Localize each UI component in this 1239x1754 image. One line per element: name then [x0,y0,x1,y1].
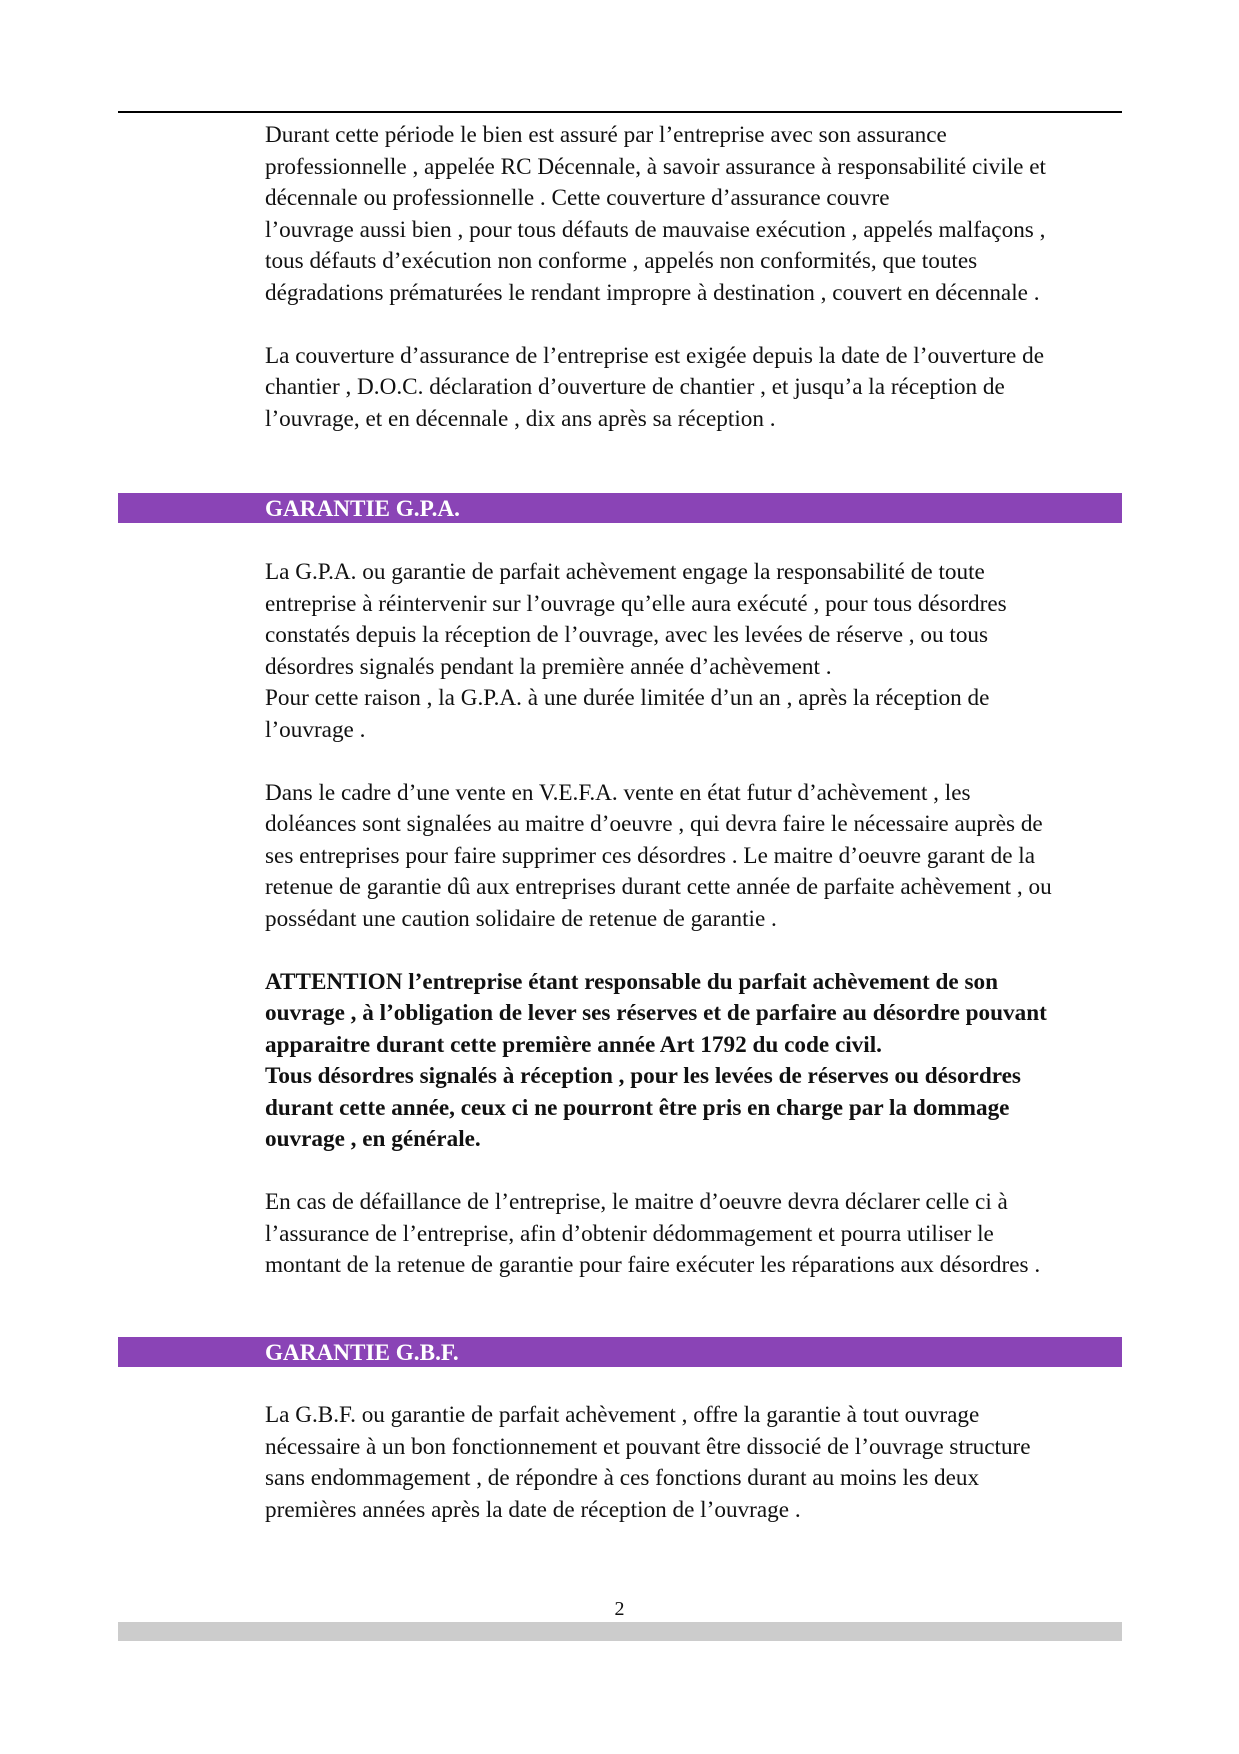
section-header-gpa [118,493,1122,523]
text-line: doléances sont signalées au maitre d’oeuvre , qui devra faire le nécessaire auprès de [265,811,1043,837]
text-line: professionnelle , appelée RC Décennale, à savoir assurance à responsabilité civile et [265,153,1046,180]
text-line: l’ouvrage, et en décennale , dix ans après sa réception . [265,405,776,432]
text-line: ses entreprises pour faire supprimer ces désordres . Le maitre d’oeuvre garant de la [265,842,1036,869]
text-line: entreprise à réintervenir sur l’ouvrage qu’elle aura exécuté , pour tous désordres [265,590,1007,617]
text-line: Tous désordres signalés à réception , pour les levées de réserves ou désordres [265,1063,1021,1089]
text-line: Dans le cadre d’une vente en V.E.F.A. vente en état futur d’achèvement , les [265,779,971,806]
text-line: En cas de défaillance de l’entreprise, le maitre d’oeuvre devra déclarer celle ci à [265,1189,1008,1215]
text-line: chantier , D.O.C. déclaration d’ouverture de chantier , et jusqu’a la réception de [265,374,1005,400]
intro-paragraph-1 [265,120,1125,309]
text-line: possédant une caution solidaire de retenue de garantie . [265,905,777,932]
intro-paragraph-2 [265,341,1125,436]
text-line: Durant cette période le bien est assuré par l’entreprise avec son assurance [265,122,947,148]
text-line: dégradations prématurées le rendant impropre à destination , couvert en décennale . [265,279,1040,306]
text-line: nécessaire à un bon fonctionnement et pouvant être dissocié de l’ouvrage structure [265,1433,1031,1460]
text-line: durant cette année, ceux ci ne pourront être pris en charge par la dommage [265,1094,1010,1121]
text-line: ouvrage , en générale. [265,1126,481,1152]
text-line: l’assurance de l’entreprise, afin d’obtenir dédommagement et pourra utiliser le [265,1220,994,1247]
footer-bar [118,1622,1122,1641]
text-line: tous défauts d’exécution non conforme , appelés non conformités, que toutes [265,248,978,274]
text-line: apparaitre durant cette première année Art 1792 du code civil. [265,1031,882,1058]
gbf-paragraph-1 [265,1400,1125,1526]
text-line: montant de la retenue de garantie pour faire exécuter les réparations aux désordres . [265,1252,1041,1278]
text-line: l’ouvrage aussi bien , pour tous défauts de mauvaise exécution , appelés malfaçons , [265,216,1046,243]
text-line: décennale ou professionnelle . Cette couverture d’assurance couvre [265,185,890,211]
section-title-gbf: GARANTIE G.B.F. [265,1340,459,1366]
gbf-block [265,1400,1125,1526]
page-number: 2 [614,1598,625,1620]
section-title-gpa: GARANTIE G.P.A. [265,496,460,522]
text-line: La G.P.A. ou garantie de parfait achèvement engage la responsabilité de toute [265,559,985,585]
text-line: l’ouvrage . [265,716,366,743]
text-line: premières années après la date de réception de l’ouvrage . [265,1496,801,1523]
text-line: retenue de garantie dû aux entreprises durant cette année de parfaite achèvement , ou [265,874,1052,900]
header-rule [118,111,1122,113]
text-line: sans endommagement , de répondre à ces fonctions durant au moins les deux [265,1465,980,1491]
text-line: constatés depuis la réception de l’ouvrage, avec les levées de réserve , ou tous [265,622,989,648]
gpa-paragraph-1 [265,557,1125,746]
text-line: ouvrage , à l’obligation de lever ses réserves et de parfaire au désordre pouvant [265,1000,1047,1026]
text-line: La G.B.F. ou garantie de parfait achèvement , offre la garantie à tout ouvrage [265,1402,980,1428]
gpa-warning-paragraph [265,967,1125,1156]
gpa-paragraph-2 [265,778,1125,936]
text-line: La couverture d’assurance de l’entreprise est exigée depuis la date de l’ouverture de [265,342,1044,369]
text-line: désordres signalés pendant la première année d’achèvement . [265,653,832,680]
text-line: Pour cette raison , la G.P.A. à une durée limitée d’un an , après la réception de [265,685,990,711]
gpa-paragraph-3 [265,1187,1125,1282]
gpa-block [265,557,1125,1282]
text-line: ATTENTION l’entreprise étant responsable du parfait achèvement de son [265,968,998,995]
section-header-gbf [118,1337,1122,1367]
intro-block [265,120,1125,435]
